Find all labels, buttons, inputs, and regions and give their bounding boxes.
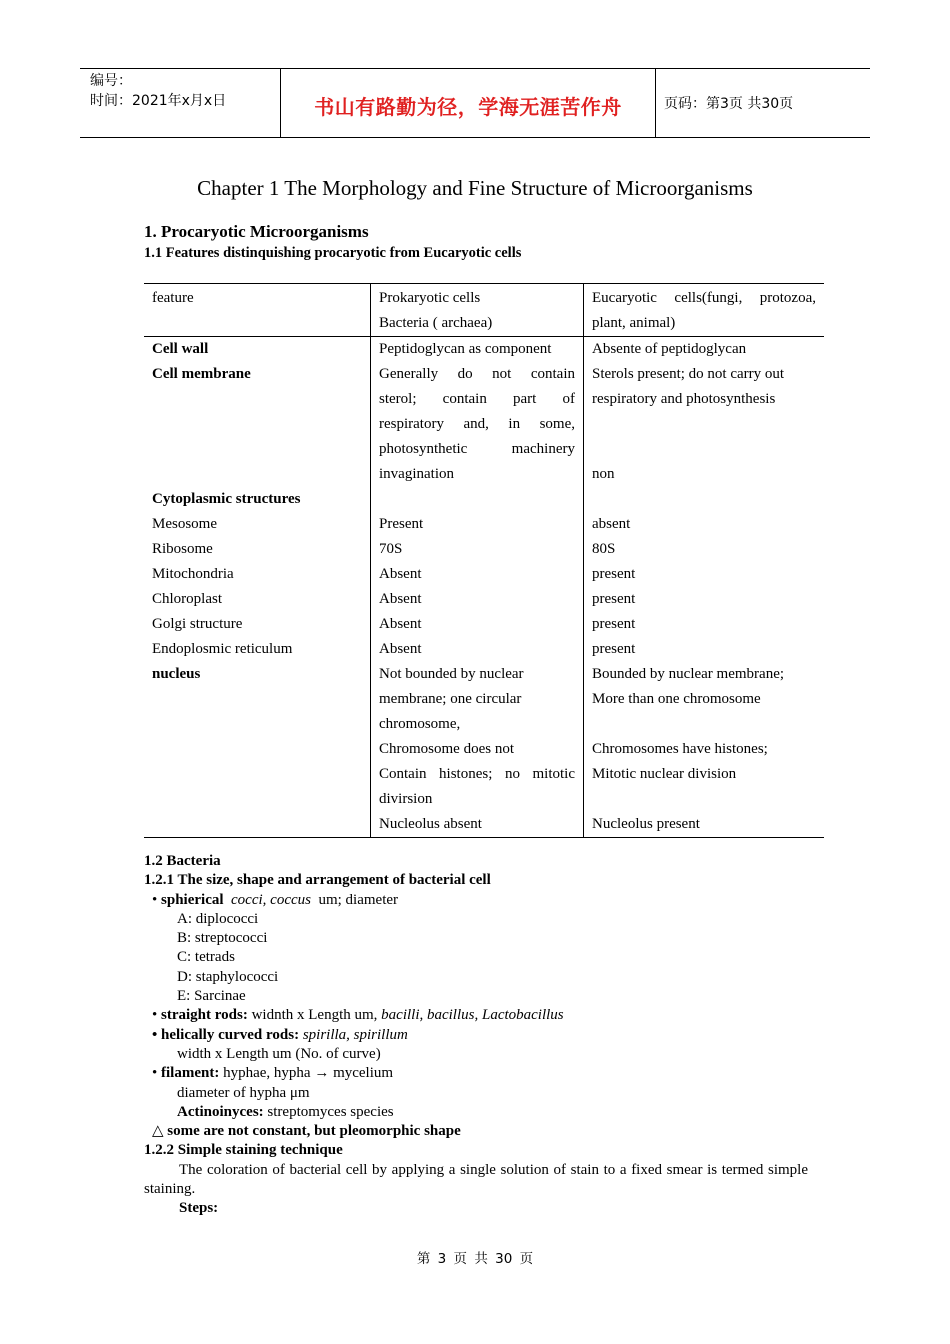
actinomyces-line — [144, 1103, 808, 1122]
chapter-title: Chapter 1 The Morphology and Fine Structure of Microorganisms — [197, 176, 753, 200]
eukaryotic-cell: absent — [592, 516, 631, 532]
table-header-prokaryotic — [371, 284, 584, 337]
eukaryotic-column — [584, 337, 825, 838]
header-text: Eucaryotic cells(fungi, protozoa, — [592, 290, 816, 306]
filament-label: filament: — [161, 1065, 220, 1082]
rods-terms: bacilli, bacillus, Lactobacillus — [381, 1007, 564, 1024]
list-item: A: diplococci — [177, 910, 259, 927]
prokaryotic-cell: invagination — [379, 466, 454, 482]
rods-label: straight rods: — [161, 1007, 248, 1024]
spherical-line — [144, 891, 808, 910]
header-text: Prokaryotic cells — [379, 290, 481, 306]
feature-cell: Golgi structure — [152, 616, 243, 632]
header-text: Bacteria ( archaea) — [379, 315, 493, 331]
filament-line — [144, 1064, 808, 1083]
eukaryotic-cell: Nucleolus present — [592, 816, 700, 832]
eukaryotic-cell: present — [592, 566, 636, 582]
feature-cell: nucleus — [152, 666, 201, 682]
prokaryotic-cell: photosynthetic machinery — [379, 441, 575, 457]
prokaryotic-cell: respiratory and, in some, — [379, 416, 575, 432]
prokaryotic-cell: Absent — [379, 641, 422, 657]
prokaryotic-cell: Contain histones; no mitotic — [379, 766, 575, 782]
spherical-size: um; diameter — [314, 891, 399, 908]
prokaryotic-cell: Chromosome does not — [379, 741, 514, 757]
table-header-row — [144, 284, 824, 337]
feature-column — [144, 337, 371, 838]
list-item: C: tetrads — [177, 949, 235, 966]
staining-paragraph: The coloration of bacterial cell by applying a single solution of stain to a fixed smear is termed simple staining. — [144, 1161, 808, 1198]
section-heading: 1. Procaryotic Microorganisms — [144, 222, 369, 241]
curved-size: width x Length um (No. of curve) — [177, 1045, 381, 1062]
bullet: • — [152, 891, 158, 908]
bullet: • — [152, 1065, 158, 1082]
bacteria-subheading-shape: 1.2.1 The size, shape and arrangement of bacterial cell — [144, 872, 491, 889]
header-motto: 书山有路勤为径，学海无涯苦作舟 — [314, 94, 622, 119]
eukaryotic-cell: Sterols present; do not carry out — [592, 366, 785, 382]
feature-cell: Cell wall — [152, 341, 209, 357]
header-meta — [80, 69, 280, 137]
eukaryotic-cell: present — [592, 591, 636, 607]
steps-label: Steps: — [179, 1200, 219, 1217]
prokaryotic-cell: 70S — [379, 541, 403, 557]
feature-cell: Mitochondria — [152, 566, 234, 582]
table-header-eukaryotic — [584, 284, 825, 337]
spherical-terms: cocci, coccus — [231, 891, 311, 908]
rods-size: widnth x Length um, — [247, 1007, 382, 1024]
eukaryotic-cell: Bounded by nuclear membrane; — [592, 666, 785, 682]
bacteria-heading: 1.2 Bacteria — [144, 853, 221, 869]
prokaryotic-cell: Absent — [379, 566, 422, 582]
bacteria-section — [144, 852, 808, 1219]
eukaryotic-cell: present — [592, 616, 636, 632]
page-header — [80, 68, 870, 138]
header-page-label: 页码：第3页 共30页 — [664, 96, 794, 112]
bullet: • — [152, 1007, 158, 1024]
table-body-row — [144, 337, 824, 838]
list-item: B: streptococci — [177, 930, 268, 947]
prokaryotic-cell: Generally do not contain — [379, 366, 575, 382]
eukaryotic-cell: Absente of peptidoglycan — [592, 341, 747, 357]
prokaryotic-cell: Peptidoglycan as component — [379, 341, 552, 357]
rods-line — [144, 1006, 808, 1025]
curved-terms: spirilla, spirillum — [302, 1026, 408, 1043]
prokaryotic-cell: sterol; contain part of — [379, 391, 575, 407]
prokaryotic-cell: Present — [379, 516, 424, 532]
header-text: plant, animal) — [592, 315, 676, 331]
prokaryotic-cell: chromosome, — [379, 716, 461, 732]
feature-cell: Chloroplast — [152, 591, 222, 607]
bullet: • — [152, 1026, 158, 1043]
comparison-table — [144, 283, 824, 838]
prokaryotic-cell: Absent — [379, 616, 422, 632]
actinomyces-label: Actinoinyces: — [177, 1103, 264, 1120]
eukaryotic-cell: Chromosomes have histones; — [592, 741, 768, 757]
eukaryotic-cell: present — [592, 641, 636, 657]
eukaryotic-cell: More than one chromosome — [592, 691, 761, 707]
pleomorphic-note: △ some are not constant, but pleomorphic shape — [152, 1123, 461, 1140]
eukaryotic-cell: Mitotic nuclear division — [592, 766, 737, 782]
eukaryotic-cell: respiratory and photosynthesis — [592, 391, 776, 407]
feature-cell: Ribosome — [152, 541, 213, 557]
feature-cell: Mesosome — [152, 516, 217, 532]
prokaryotic-cell: membrane; one circular — [379, 691, 522, 707]
curved-label: helically curved rods: — [161, 1026, 300, 1043]
eukaryotic-cell: 80S — [592, 541, 616, 557]
prokaryotic-cell: Absent — [379, 591, 422, 607]
feature-cell: Cytoplasmic structures — [152, 491, 301, 507]
header-number-label: 编号： — [90, 73, 132, 89]
subsection-heading: 1.1 Features distinquishing procaryotic from Eucaryotic cells — [144, 245, 522, 261]
list-item: E: Sarcinae — [177, 988, 246, 1005]
list-item: D: staphylococci — [177, 968, 279, 985]
bacteria-subheading-staining: 1.2.2 Simple staining technique — [144, 1142, 343, 1159]
feature-cell: Cell membrane — [152, 366, 251, 382]
eukaryotic-cell: non — [592, 466, 615, 482]
table-header-feature: feature — [144, 284, 371, 337]
filament-terms: hyphae, hypha → mycelium — [219, 1065, 394, 1082]
spherical-label: sphierical — [161, 891, 224, 908]
prokaryotic-cell: divirsion — [379, 791, 433, 807]
header-date-label: 时间：2021年x月x日 — [90, 93, 227, 109]
prokaryotic-cell: Not bounded by nuclear — [379, 666, 524, 682]
filament-size: diameter of hypha μm — [177, 1084, 310, 1101]
curved-line — [144, 1026, 808, 1045]
feature-cell: Endoplosmic reticulum — [152, 641, 293, 657]
prokaryotic-column — [371, 337, 584, 838]
page-footer: 第 3 页 共 30 页 — [416, 1251, 534, 1267]
header-motto-cell — [280, 69, 656, 137]
actinomyces-text: streptomyces species — [263, 1103, 394, 1120]
prokaryotic-cell: Nucleolus absent — [379, 816, 482, 832]
